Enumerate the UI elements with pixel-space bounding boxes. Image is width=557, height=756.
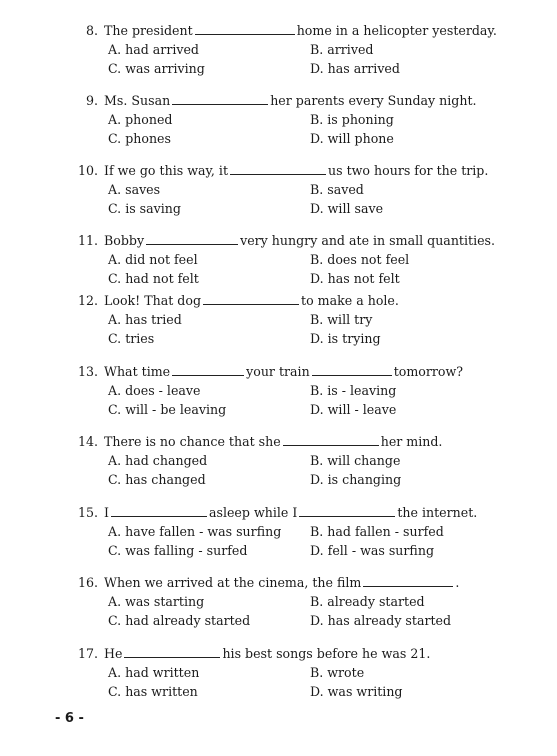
stem-text: to make a hole. — [301, 293, 399, 308]
option-b[interactable]: B. wrote — [310, 665, 365, 680]
option-d[interactable]: D. fell - was surfing — [310, 543, 435, 558]
answer-blank[interactable] — [172, 364, 244, 376]
question-number: 15. — [77, 505, 98, 520]
stem-text: us two hours for the trip. — [328, 163, 489, 178]
question-number: 10. — [77, 163, 98, 178]
question-stem — [70, 573, 540, 592]
answer-blank[interactable] — [230, 163, 326, 175]
option-b[interactable]: B. saved — [310, 182, 364, 197]
question-stem — [70, 161, 540, 180]
question-number: 12. — [77, 293, 98, 308]
question-number: 13. — [77, 364, 98, 379]
answer-blank[interactable] — [146, 233, 238, 245]
stem-text: Ms. Susan — [104, 93, 171, 108]
option-c[interactable]: C. phones — [108, 131, 171, 146]
option-c[interactable]: C. had already started — [108, 613, 251, 628]
stem-text: If we go this way, it — [104, 163, 229, 178]
stem-text: He — [104, 646, 123, 661]
answer-blank[interactable] — [172, 93, 268, 105]
option-b[interactable]: B. is - leaving — [310, 383, 397, 398]
stem-text: very hungry and ate in small quantities. — [240, 233, 496, 248]
option-c[interactable]: C. has changed — [108, 472, 206, 487]
option-d[interactable]: D. will phone — [310, 131, 394, 146]
page-number: - 6 - — [55, 711, 84, 726]
question-12 — [70, 291, 540, 348]
question-stem — [70, 432, 540, 451]
question-stem — [70, 362, 540, 381]
answer-blank[interactable] — [111, 505, 207, 517]
answer-blank[interactable] — [283, 434, 379, 446]
question-number: 16. — [77, 575, 98, 590]
option-c[interactable]: C. will - be leaving — [108, 402, 227, 417]
option-d[interactable]: D. is trying — [310, 331, 381, 346]
stem-text: tomorrow? — [393, 364, 464, 379]
stem-text: her mind. — [380, 434, 443, 449]
option-b[interactable]: B. does not feel — [310, 252, 410, 267]
question-11 — [70, 231, 540, 288]
question-number: 14. — [77, 434, 98, 449]
answer-options — [70, 110, 540, 148]
question-13 — [70, 362, 540, 419]
option-a[interactable]: A. was starting — [108, 594, 205, 609]
answer-options — [70, 40, 540, 78]
stem-text: her parents every Sunday night. — [270, 93, 477, 108]
option-a[interactable]: A. has tried — [108, 312, 182, 327]
option-c[interactable]: C. is saving — [108, 201, 181, 216]
stem-text: The president — [104, 23, 193, 38]
option-a[interactable]: A. saves — [108, 182, 161, 197]
option-d[interactable]: D. was writing — [310, 684, 403, 699]
option-c[interactable]: C. was arriving — [108, 61, 205, 76]
option-a[interactable]: A. does - leave — [108, 383, 201, 398]
answer-options — [70, 381, 540, 419]
option-d[interactable]: D. is changing — [310, 472, 402, 487]
question-stem — [70, 231, 540, 250]
stem-text: When we arrived at the cinema, the film — [104, 575, 362, 590]
stem-text: There is no chance that she — [104, 434, 281, 449]
option-c[interactable]: C. has written — [108, 684, 198, 699]
answer-options — [70, 250, 540, 288]
stem-text: the internet. — [397, 505, 478, 520]
answer-blank[interactable] — [312, 364, 392, 376]
option-d[interactable]: D. will - leave — [310, 402, 397, 417]
option-d[interactable]: D. has arrived — [310, 61, 400, 76]
question-9 — [70, 91, 540, 148]
option-a[interactable]: A. had arrived — [108, 42, 199, 57]
question-number: 17. — [77, 646, 98, 661]
option-a[interactable]: A. did not feel — [108, 252, 198, 267]
question-15 — [70, 503, 540, 560]
question-number: 9. — [85, 93, 98, 108]
option-a[interactable]: A. have fallen - was surfing — [108, 524, 282, 539]
option-b[interactable]: B. will change — [310, 453, 401, 468]
option-d[interactable]: D. has already started — [310, 613, 452, 628]
option-b[interactable]: B. will try — [310, 312, 373, 327]
option-b[interactable]: B. already started — [310, 594, 425, 609]
option-c[interactable]: C. tries — [108, 331, 155, 346]
answer-options — [70, 522, 540, 560]
answer-blank[interactable] — [124, 646, 220, 658]
answer-options — [70, 310, 540, 348]
question-stem — [70, 503, 540, 522]
question-17 — [70, 644, 540, 701]
option-a[interactable]: A. had written — [108, 665, 200, 680]
option-b[interactable]: B. had fallen - surfed — [310, 524, 444, 539]
option-b[interactable]: B. is phoning — [310, 112, 394, 127]
option-c[interactable]: C. had not felt — [108, 271, 199, 286]
stem-text: your train — [246, 364, 310, 379]
answer-blank[interactable] — [363, 575, 453, 587]
stem-text: Bobby — [104, 233, 145, 248]
option-a[interactable]: A. phoned — [108, 112, 173, 127]
question-number: 11. — [77, 233, 98, 248]
answer-blank[interactable] — [299, 505, 395, 517]
question-stem — [70, 21, 540, 40]
option-a[interactable]: A. had changed — [108, 453, 208, 468]
stem-text: home in a helicopter yesterday. — [296, 23, 497, 38]
question-8 — [70, 21, 540, 78]
question-stem — [70, 291, 540, 310]
question-16 — [70, 573, 540, 630]
stem-text: . — [455, 575, 460, 590]
answer-blank[interactable] — [203, 293, 299, 305]
stem-text: his best songs before he was 21. — [222, 646, 431, 661]
answer-options — [70, 180, 540, 218]
answer-options — [70, 451, 540, 489]
option-b[interactable]: B. arrived — [310, 42, 374, 57]
stem-text: I — [104, 505, 109, 520]
question-stem — [70, 91, 540, 110]
answer-options — [70, 663, 540, 701]
option-c[interactable]: C. was falling - surfed — [108, 543, 248, 558]
question-14 — [70, 432, 540, 489]
stem-text: asleep while I — [208, 505, 298, 520]
answer-blank[interactable] — [195, 23, 295, 35]
stem-text: What time — [104, 364, 171, 379]
option-d[interactable]: D. has not felt — [310, 271, 400, 286]
stem-text: Look! That dog — [104, 293, 202, 308]
question-stem — [70, 644, 540, 663]
question-number: 8. — [85, 23, 98, 38]
option-d[interactable]: D. will save — [310, 201, 384, 216]
answer-options — [70, 592, 540, 630]
question-10 — [70, 161, 540, 218]
